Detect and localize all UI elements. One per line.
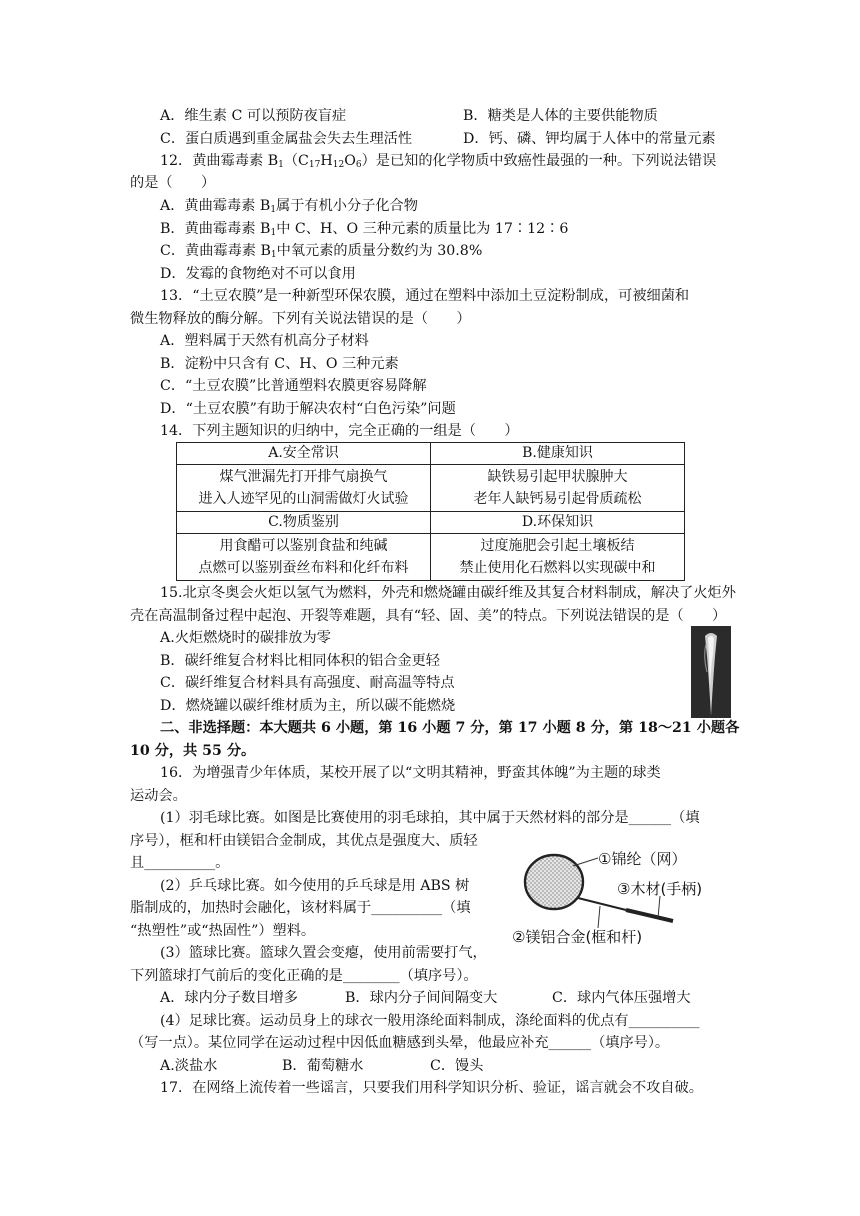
q17-stem: 17．在网络上流传着一些谣言，只要我们用科学知识分析、验证，谣言就会不攻自破。 [160,1080,703,1096]
q11-option-d: D．钙、磷、钾均属于人体中的常量元素 [463,131,716,147]
q13-option-d: D．“土豆农膜”有助于解决农村“白色污染”问题 [160,401,456,417]
table-cell-health: 缺铁易引起甲状腺肿大 老年人缺钙易引起骨质疏松 [431,465,685,512]
q16-part2: (2）乒乓球比赛。如今使用的乒乓球是用 ABS 树 [160,878,470,894]
table-head-identification: C.物质鉴别 [177,512,431,534]
table-cell-identification: 用食醋可以鉴别食盐和纯碱 点燃可以鉴别蚕丝布料和化纤布料 [177,534,431,581]
q15-option-a: A.火炬燃烧时的碳排放为零 [160,630,331,646]
q12-stem: 12．黄曲霉毒素 $B_1(C_{17}H_{12}O_6)$是已知的化学物质中致癌性最强的一种。下列说法错误 [160,153,717,170]
section2-heading-line2: 10 分，共 55 分。 [130,743,256,759]
q11-option-b: B．糖类是人体的主要供能物质 [463,108,658,124]
q16-part4-option-b: B．葡萄糖水 [282,1058,364,1074]
q15-option-b: B．碳纤维复合材料比相同体积的铝合金更轻 [160,653,440,669]
q16-part2-line3: “热塑性”或“热固性”）塑料。 [130,923,316,939]
table-head-health: B.健康知识 [431,443,685,465]
olympic-torch-image [691,626,731,718]
q12-option-c: C．黄曲霉毒素 $B_1$中氧元素的质量分数约为 30.8% [160,243,483,260]
q16-part4: (4）足球比赛。运动员身上的球衣一般用涤纶面料制成，涤纶面料的优点有__________ [160,1013,700,1029]
q16-part3-option-a: A．球内分子数目增多 [160,990,298,1006]
q16-part4-line2: （写一点）。某位同学在运动过程中因低血糖感到头晕，他最应补充______（填序号）。 [130,1035,670,1051]
q12-option-b: B．黄曲霉毒素 $B_1$中 C、H、O 三种元素的质量比为 17∶12∶6 [160,221,569,238]
q15-option-d: D．燃烧罐以碳纤维材质为主，所以碳不能燃烧 [160,698,456,714]
section2-heading: 二、非选择题：本大题共 6 小题，第 16 小题 7 分，第 17 小题 8 分，第 18～21 小题各 [160,720,740,736]
q16-part1-line2: 序号），框和杆由镁铝合金制成，其优点是强度大、质轻 [130,833,478,849]
q11-option-c: C．蛋白质遇到重金属盐会失去生理活性 [160,131,413,147]
q16-part3: (3）篮球比赛。篮球久置会变瘪，使用前需要打气， [160,945,487,961]
q16-part4-option-c: C．馒头 [430,1058,484,1074]
q16-part3-option-c: C．球内气体压强增大 [552,990,691,1006]
q16-stem-line2: 运动会。 [130,788,187,804]
table-cell-environment: 过度施肥会引起土壤板结 禁止使用化石燃料以实现碳中和 [431,534,685,581]
q15-option-c: C．碳纤维复合材料具有高强度、耐高温等特点 [160,675,455,691]
table-cell-safety: 煤气泄漏先打开排气扇换气 进入人迹罕见的山洞需做灯火试验 [177,465,431,512]
q13-stem-line2: 微生物释放的酶分解。下列有关说法错误的是（ ） [130,311,471,327]
q16-stem: 16．为增强青少年体质，某校开展了以“文明其精神，野蛮其体魄”为主题的球类 [160,765,661,781]
q13-option-c: C．“土豆农膜”比普通塑料农膜更容易降解 [160,378,427,394]
q16-part4-option-a: A.淡盐水 [160,1058,218,1074]
q16-part3-line2: 下列篮球打气前后的变化正确的是________（填序号）。 [130,968,478,984]
badminton-racket-diagram [508,836,738,950]
racket-label-net: ①锦纶（网） [598,850,687,868]
table-head-safety: A.安全常识 [177,443,431,465]
q16-part2-line2: 脂制成的，加热时会融化，该材料属于__________（填 [130,900,471,916]
q11-option-a: A．维生素 C 可以预防夜盲症 [160,108,347,124]
q15-stem-line2: 壳在高温制备过程中起泡、开裂等难题，具有“轻、固、美”的特点。下列说法错误的是（ ） [130,608,727,624]
q12-option-a: A．黄曲霉毒素 $B_1$属于有机小分子化合物 [160,198,418,215]
q12-stem-line2: 的是（ ） [130,175,216,191]
q13-option-b: B．淀粉中只含有 C、H、O 三种元素 [160,356,399,372]
q15-stem: 15.北京冬奥会火炬以氢气为燃料，外壳和燃烧罐由碳纤维及其复合材料制成，解决了火炬外 [160,585,736,601]
table-head-environment: D.环保知识 [431,512,685,534]
q14-stem: 14．下列主题知识的归纳中，完全正确的一组是（ ） [160,423,519,439]
q14-summary-table [176,442,685,581]
q16-part1: (1）羽毛球比赛。如图是比赛使用的羽毛球拍，其中属于天然材料的部分是______（填 [160,810,700,826]
q12-option-d: D．发霉的食物绝对不可以食用 [160,266,356,282]
racket-label-handle: ③木材(手柄) [617,880,703,898]
q16-part3-option-b: B．球内分子间间隔变大 [345,990,498,1006]
q13-stem: 13．“土豆农膜”是一种新型环保农膜，通过在塑料中添加土豆淀粉制成，可被细菌和 [160,288,690,304]
racket-label-frame: ②镁铝合金(框和杆) [512,928,643,946]
q13-option-a: A．塑料属于天然有机高分子材料 [160,333,369,349]
q16-part1-line3: 且__________。 [130,855,230,871]
